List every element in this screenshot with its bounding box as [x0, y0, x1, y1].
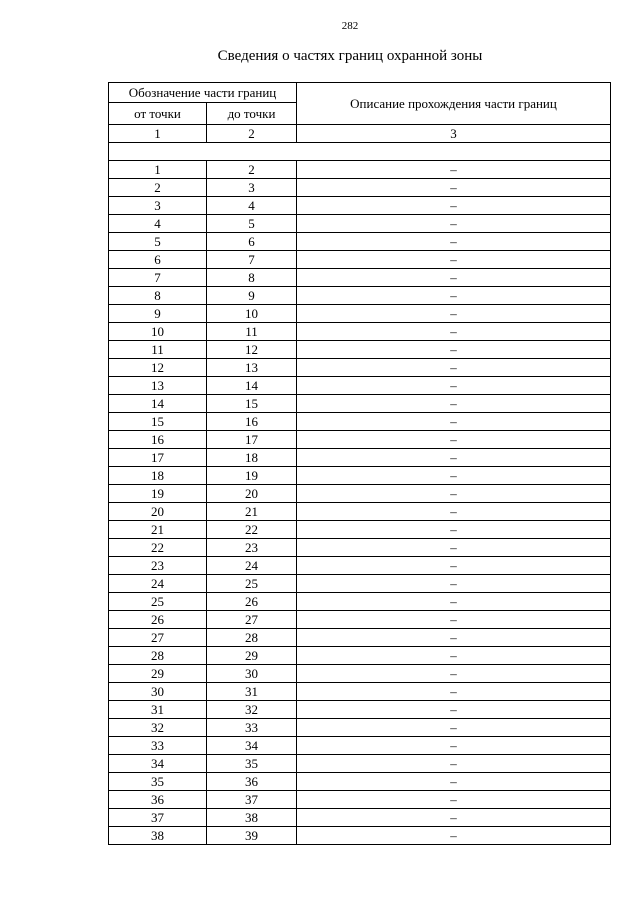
from-point-cell: 33 — [109, 737, 207, 755]
from-point-cell: 21 — [109, 521, 207, 539]
to-point-cell: 31 — [207, 683, 297, 701]
table-row — [109, 413, 611, 431]
table-row — [109, 467, 611, 485]
table-row — [109, 503, 611, 521]
spacer-cell — [109, 143, 611, 161]
description-cell: – — [297, 251, 611, 269]
to-point-cell: 38 — [207, 809, 297, 827]
description-cell: – — [297, 791, 611, 809]
to-point-cell: 7 — [207, 251, 297, 269]
to-point-cell: 33 — [207, 719, 297, 737]
description-cell: – — [297, 449, 611, 467]
to-point-cell: 37 — [207, 791, 297, 809]
table-row — [109, 449, 611, 467]
table-row — [109, 683, 611, 701]
from-point-cell: 4 — [109, 215, 207, 233]
to-point-cell: 3 — [207, 179, 297, 197]
page-number: 282 — [341, 20, 359, 32]
from-point-cell: 16 — [109, 431, 207, 449]
from-point-cell: 19 — [109, 485, 207, 503]
from-point-cell: 12 — [109, 359, 207, 377]
from-point-cell: 27 — [109, 629, 207, 647]
column-number-2: 2 — [207, 125, 297, 143]
from-point-cell: 31 — [109, 701, 207, 719]
table-row — [109, 269, 611, 287]
to-point-cell: 15 — [207, 395, 297, 413]
table-row — [109, 431, 611, 449]
from-point-cell: 26 — [109, 611, 207, 629]
header-boundary-designation: Обозначение части границ — [109, 83, 297, 103]
from-point-cell: 38 — [109, 827, 207, 845]
description-cell: – — [297, 647, 611, 665]
description-cell: – — [297, 827, 611, 845]
table-row — [109, 251, 611, 269]
from-point-cell: 24 — [109, 575, 207, 593]
column-number-row — [109, 125, 611, 143]
description-cell: – — [297, 323, 611, 341]
description-cell: – — [297, 683, 611, 701]
from-point-cell: 11 — [109, 341, 207, 359]
from-point-cell: 35 — [109, 773, 207, 791]
table-row — [109, 647, 611, 665]
from-point-cell: 36 — [109, 791, 207, 809]
table-row — [109, 323, 611, 341]
to-point-cell: 22 — [207, 521, 297, 539]
column-number-1: 1 — [109, 125, 207, 143]
from-point-cell: 29 — [109, 665, 207, 683]
table-row — [109, 197, 611, 215]
to-point-cell: 14 — [207, 377, 297, 395]
from-point-cell: 5 — [109, 233, 207, 251]
to-point-cell: 27 — [207, 611, 297, 629]
from-point-cell: 18 — [109, 467, 207, 485]
description-cell: – — [297, 287, 611, 305]
description-cell: – — [297, 809, 611, 827]
table-row — [109, 593, 611, 611]
table-row — [109, 215, 611, 233]
description-cell: – — [297, 233, 611, 251]
to-point-cell: 36 — [207, 773, 297, 791]
column-number-3: 3 — [297, 125, 611, 143]
from-point-cell: 20 — [109, 503, 207, 521]
description-cell: – — [297, 539, 611, 557]
table-row — [109, 287, 611, 305]
table-row — [109, 701, 611, 719]
description-cell: – — [297, 179, 611, 197]
from-point-cell: 28 — [109, 647, 207, 665]
to-point-cell: 21 — [207, 503, 297, 521]
header-to-point: до точки — [207, 103, 297, 125]
from-point-cell: 34 — [109, 755, 207, 773]
to-point-cell: 17 — [207, 431, 297, 449]
to-point-cell: 29 — [207, 647, 297, 665]
to-point-cell: 23 — [207, 539, 297, 557]
to-point-cell: 5 — [207, 215, 297, 233]
description-cell: – — [297, 413, 611, 431]
to-point-cell: 12 — [207, 341, 297, 359]
description-cell: – — [297, 269, 611, 287]
table-row — [109, 359, 611, 377]
table-row — [109, 395, 611, 413]
description-cell: – — [297, 629, 611, 647]
spacer-row — [109, 143, 611, 161]
to-point-cell: 2 — [207, 161, 297, 179]
description-cell: – — [297, 503, 611, 521]
to-point-cell: 28 — [207, 629, 297, 647]
to-point-cell: 35 — [207, 755, 297, 773]
table-row — [109, 557, 611, 575]
from-point-cell: 37 — [109, 809, 207, 827]
description-cell: – — [297, 557, 611, 575]
description-cell: – — [297, 377, 611, 395]
table-row — [109, 611, 611, 629]
from-point-cell: 1 — [109, 161, 207, 179]
table-row — [109, 539, 611, 557]
from-point-cell: 6 — [109, 251, 207, 269]
to-point-cell: 34 — [207, 737, 297, 755]
table-row — [109, 341, 611, 359]
description-cell: – — [297, 485, 611, 503]
from-point-cell: 2 — [109, 179, 207, 197]
description-cell: – — [297, 431, 611, 449]
from-point-cell: 23 — [109, 557, 207, 575]
table-row — [109, 233, 611, 251]
to-point-cell: 26 — [207, 593, 297, 611]
from-point-cell: 9 — [109, 305, 207, 323]
to-point-cell: 9 — [207, 287, 297, 305]
to-point-cell: 19 — [207, 467, 297, 485]
description-cell: – — [297, 467, 611, 485]
to-point-cell: 32 — [207, 701, 297, 719]
description-cell: – — [297, 197, 611, 215]
from-point-cell: 32 — [109, 719, 207, 737]
description-cell: – — [297, 593, 611, 611]
description-cell: – — [297, 215, 611, 233]
description-cell: – — [297, 395, 611, 413]
description-cell: – — [297, 521, 611, 539]
from-point-cell: 13 — [109, 377, 207, 395]
to-point-cell: 6 — [207, 233, 297, 251]
to-point-cell: 18 — [207, 449, 297, 467]
table-row — [109, 809, 611, 827]
from-point-cell: 15 — [109, 413, 207, 431]
to-point-cell: 8 — [207, 269, 297, 287]
description-cell: – — [297, 341, 611, 359]
table-row — [109, 755, 611, 773]
to-point-cell: 39 — [207, 827, 297, 845]
to-point-cell: 25 — [207, 575, 297, 593]
table-row — [109, 179, 611, 197]
from-point-cell: 7 — [109, 269, 207, 287]
from-point-cell: 25 — [109, 593, 207, 611]
description-cell: – — [297, 737, 611, 755]
from-point-cell: 10 — [109, 323, 207, 341]
to-point-cell: 30 — [207, 665, 297, 683]
description-cell: – — [297, 701, 611, 719]
header-from-point: от точки — [109, 103, 207, 125]
description-cell: – — [297, 305, 611, 323]
table-row — [109, 161, 611, 179]
description-cell: – — [297, 773, 611, 791]
table-row — [109, 377, 611, 395]
description-cell: – — [297, 161, 611, 179]
table-row — [109, 773, 611, 791]
from-point-cell: 30 — [109, 683, 207, 701]
table-row — [109, 305, 611, 323]
table-row — [109, 737, 611, 755]
to-point-cell: 10 — [207, 305, 297, 323]
to-point-cell: 4 — [207, 197, 297, 215]
header-description: Описание прохождения части границ — [297, 83, 611, 125]
to-point-cell: 13 — [207, 359, 297, 377]
from-point-cell: 8 — [109, 287, 207, 305]
from-point-cell: 14 — [109, 395, 207, 413]
table-row — [109, 521, 611, 539]
to-point-cell: 24 — [207, 557, 297, 575]
table-row — [109, 629, 611, 647]
description-cell: – — [297, 575, 611, 593]
from-point-cell: 17 — [109, 449, 207, 467]
description-cell: – — [297, 359, 611, 377]
table-row — [109, 791, 611, 809]
table-row — [109, 665, 611, 683]
description-cell: – — [297, 755, 611, 773]
table-header-row — [109, 83, 611, 103]
description-cell: – — [297, 611, 611, 629]
from-point-cell: 3 — [109, 197, 207, 215]
table-row — [109, 485, 611, 503]
page-title: Сведения о частях границ охранной зоны — [217, 48, 483, 64]
from-point-cell: 22 — [109, 539, 207, 557]
description-cell: – — [297, 665, 611, 683]
boundary-parts-table — [108, 82, 611, 845]
table-row — [109, 719, 611, 737]
table-row — [109, 827, 611, 845]
to-point-cell: 20 — [207, 485, 297, 503]
to-point-cell: 11 — [207, 323, 297, 341]
table-row — [109, 575, 611, 593]
description-cell: – — [297, 719, 611, 737]
to-point-cell: 16 — [207, 413, 297, 431]
